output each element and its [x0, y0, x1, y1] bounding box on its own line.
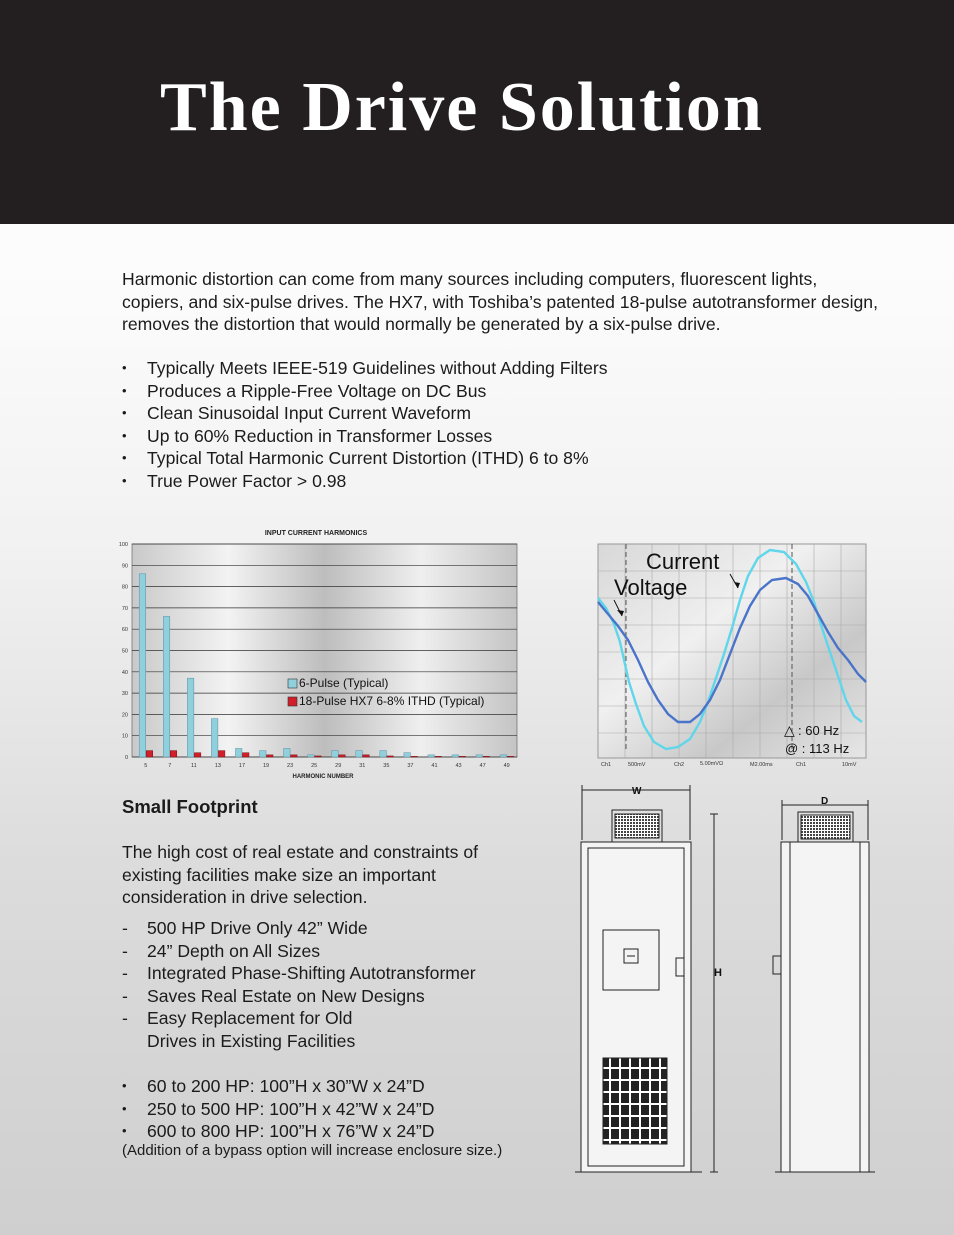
list-item: • True Power Factor > 0.98 [122, 470, 822, 493]
list-item: • Typical Total Harmonic Current Distortion (ITHD) 6 to 8% [122, 447, 822, 470]
bar-6-pulse-h7 [163, 616, 170, 757]
x-tick-label: 11 [190, 763, 197, 769]
bar-18-pulse-h23 [291, 755, 298, 757]
scope-footer [601, 761, 857, 768]
scope-footer-label: Ch1 [601, 762, 612, 768]
y-tick-label: 20 [121, 712, 128, 719]
oscilloscope-svg [596, 542, 868, 770]
x-tick-label: 49 [503, 763, 510, 769]
bar-6-pulse-h11 [187, 678, 194, 757]
x-tick-label: 7 [168, 763, 172, 769]
delta-icon: △ [784, 723, 795, 739]
footprint-features [122, 917, 542, 1053]
bar-18-pulse-h35 [387, 756, 394, 757]
bar-6-pulse-h49 [500, 755, 507, 757]
x-axis-label: HARMONIC NUMBER [292, 774, 354, 780]
x-tick-label: 47 [479, 763, 486, 769]
x-tick-label: 29 [335, 763, 342, 769]
list-item: - Saves Real Estate on New Designs [122, 985, 542, 1008]
chart-title: INPUT CURRENT HARMONICS [264, 530, 368, 537]
bar-6-pulse-h5 [139, 574, 146, 757]
bar-18-pulse-h13 [218, 751, 225, 757]
x-ticks [144, 763, 510, 769]
oscilloscope-waveform [596, 542, 868, 770]
list-item: • 600 to 800 HP: 100”H x 76”W x 24”D [122, 1120, 542, 1143]
scope-readout-freq2: @ : 113 Hz [785, 741, 850, 756]
scope-footer-label: Ch2 [674, 762, 685, 768]
bar-6-pulse-h19 [260, 751, 267, 757]
current-label: Current [646, 549, 720, 574]
scope-footer-label: 5.00mVΩ [700, 761, 724, 767]
bar-6-pulse-h35 [380, 751, 387, 757]
bypass-note: (Addition of a bypass option will increase enclosure size.) [122, 1142, 503, 1159]
list-item: - Easy Replacement for Old Drives in Existing Facilities [122, 1007, 357, 1052]
enclosure-sizes [122, 1075, 542, 1143]
bar-18-pulse-h47 [483, 756, 490, 757]
bar-18-pulse-h11 [194, 753, 201, 757]
list-item: • Typically Meets IEEE-519 Guidelines without Adding Filters [122, 357, 822, 380]
y-tick-label: 0 [124, 755, 128, 761]
list-item: - 500 HP Drive Only 42” Wide [122, 917, 542, 940]
enclosure-drawings-svg [570, 780, 900, 1180]
scope-footer-label: 500mV [628, 762, 646, 768]
list-item: • 250 to 500 HP: 100”H x 42”W x 24”D [122, 1098, 542, 1121]
benefits-list [122, 357, 822, 493]
scope-footer-label: Ch1 [796, 762, 807, 768]
legend-swatch-18-pulse [288, 697, 297, 706]
y-tick-label: 80 [121, 584, 128, 591]
scope-footer-label: M2.00ms [750, 762, 773, 768]
bar-18-pulse-h31 [363, 755, 370, 757]
x-tick-label: 41 [431, 763, 438, 769]
y-tick-label: 90 [121, 563, 128, 570]
bar-6-pulse-h17 [235, 748, 242, 757]
bar-6-pulse-h29 [332, 751, 339, 757]
x-tick-label: 25 [311, 763, 318, 769]
bar-6-pulse-h13 [211, 719, 218, 757]
x-tick-label: 5 [144, 763, 148, 769]
bar-6-pulse-h25 [308, 755, 315, 757]
bar-6-pulse-h41 [428, 755, 435, 757]
intro-paragraph: Harmonic distortion can come from many sources including computers, fluorescent lights, copiers, and six-pulse drives. The HX7, with Toshiba’s patented 18-pulse autotransformer design, removes the distortion that would normally be generated by a six-pulse drive. [122, 269, 878, 335]
bar-18-pulse-h49 [507, 756, 514, 757]
bar-18-pulse-h29 [339, 755, 346, 757]
scope-readout-freq1: : 60 Hz [798, 723, 840, 738]
x-tick-label: 17 [238, 763, 246, 769]
legend-label-6-pulse: 6-Pulse (Typical) [299, 676, 389, 690]
bar-18-pulse-h43 [459, 756, 466, 757]
x-tick-label: 19 [262, 763, 270, 769]
bar-6-pulse-h47 [476, 755, 483, 757]
x-tick-label: 43 [455, 763, 462, 769]
section-title: Small Footprint [122, 796, 258, 817]
legend-swatch-6-pulse [288, 679, 297, 688]
bar-18-pulse-h5 [146, 751, 153, 757]
y-tick-label: 100 [118, 542, 128, 548]
harmonics-chart [112, 526, 522, 782]
list-item: - 24” Depth on All Sizes [122, 940, 542, 963]
page-title: The Drive Solution [160, 69, 764, 146]
list-item: • Up to 60% Reduction in Transformer Losses [122, 425, 822, 448]
front-vent [603, 1058, 667, 1144]
bar-6-pulse-h43 [452, 755, 459, 757]
x-tick-label: 37 [407, 763, 414, 769]
footprint-paragraph: The high cost of real estate and constraints of existing facilities make size an important consideration in drive selection. [122, 842, 478, 908]
legend-label-18-pulse: 18-Pulse HX7 6-8% ITHD (Typical) [299, 694, 485, 708]
y-tick-label: 40 [121, 669, 128, 676]
bar-18-pulse-h7 [170, 751, 177, 757]
width-dimension-label: W [632, 786, 642, 797]
depth-dimension-label: D [821, 796, 829, 807]
scope-footer-label: 10mV [842, 762, 857, 768]
bar-18-pulse-h37 [411, 756, 418, 757]
bar-6-pulse-h31 [356, 751, 363, 757]
harmonics-chart-svg [112, 526, 522, 782]
y-tick-label: 30 [121, 691, 128, 698]
enclosure-drawings [570, 780, 900, 1180]
bar-6-pulse-h37 [404, 753, 411, 757]
bar-6-pulse-h23 [284, 748, 291, 757]
list-item: • 60 to 200 HP: 100”H x 30”W x 24”D [122, 1075, 542, 1098]
y-ticks [119, 542, 128, 761]
y-tick-label: 10 [121, 733, 128, 740]
bar-18-pulse-h17 [242, 753, 249, 757]
list-item: • Produces a Ripple-Free Voltage on DC Bus [122, 380, 822, 403]
y-tick-label: 50 [121, 648, 128, 655]
side-cabinet [781, 842, 869, 1172]
x-tick-label: 31 [359, 763, 366, 769]
list-item: • Clean Sinusoidal Input Current Waveform [122, 402, 822, 425]
x-tick-label: 13 [214, 763, 221, 769]
y-tick-label: 60 [121, 627, 128, 634]
y-tick-label: 70 [121, 605, 128, 612]
list-item: - Integrated Phase-Shifting Autotransformer [122, 962, 542, 985]
x-tick-label: 23 [287, 763, 294, 769]
x-tick-label: 35 [383, 763, 390, 769]
bar-18-pulse-h25 [315, 756, 322, 757]
title-banner [0, 0, 954, 224]
bar-18-pulse-h41 [435, 756, 442, 757]
height-dimension-label: H [714, 967, 722, 979]
bar-18-pulse-h19 [267, 755, 274, 757]
voltage-label: Voltage [614, 575, 688, 600]
